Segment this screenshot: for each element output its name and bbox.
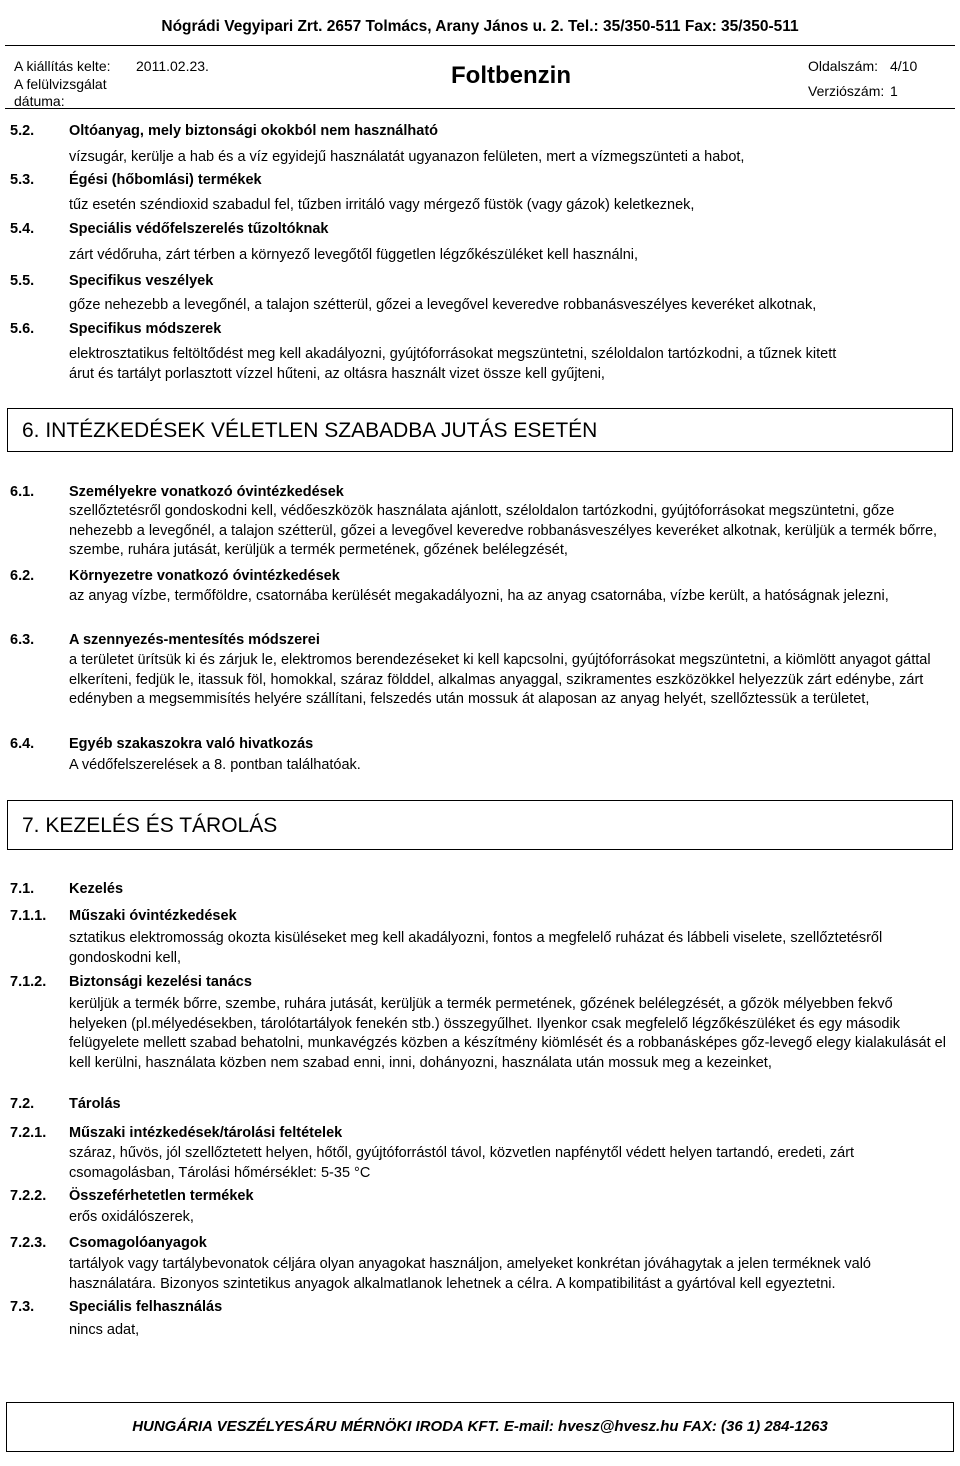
section-text: sztatikus elektromosság okozta kisüléseket meg kell akadályozni, fontos a megfelelő ruházat és lábbeli viselete, szellőztetésről gondoskodni kell, (69, 930, 883, 966)
section-heading: Személyekre vonatkozó óvintézkedések (69, 484, 344, 500)
footer-box (6, 1402, 954, 1452)
section-text: kerüljük a termék bőrre, szembe, ruhára jutását, kerüljük a termék permetének, gőzének belélegzését, a gőzök mélyebben fekvő helyeken (pl.mélyedésekben, tárolótartályok fenekén stb.) összegyűlhet. Ilyenkor csak megfelelő légzőkészüléket és egy második felügyelete mellett szabad behatolni, munkavégzés közben a készítmény kiömlését és a robbanásképes gőz-levegő elegy kialakulását el kell kerülni, használata közben nem szabad enni, inni, dohányozni, használata után mossuk meg a kezeinket, (69, 996, 946, 1071)
footer-contact: HUNGÁRIA VESZÉLYESÁRU MÉRNÖKI IRODA KFT. E-mail: hvesz@hvesz.hu FAX: (36 1) 284-1263 (132, 1418, 828, 1435)
section-heading: Égési (hőbomlási) termékek (69, 172, 262, 188)
section-number: 6.3. (10, 632, 35, 648)
section-number: 5.6. (10, 321, 35, 337)
page-number-label: Oldalszám: (808, 58, 879, 74)
section-number: 7.1.1. (10, 908, 47, 924)
issue-date-value: 2011.02.23. (136, 58, 209, 74)
section-text: száraz, hűvös, jól szellőztetett helyen, hőtől, gyújtóforrástól távol, közvetlen napfénytől védett helyen tartandó, eredeti, zárt csomagolásban, Tárolási hőmérséklet: 5-35 °C (69, 1145, 855, 1181)
section-text: tűz esetén széndioxid szabadul fel, tűzben irritáló vagy mérgező füstök (vagy gázok) keletkeznek, (69, 197, 695, 213)
section-6-title: 6. INTÉZKEDÉSEK VÉLETLEN SZABADBA JUTÁS ESETÉN (22, 419, 598, 442)
section-number: 5.3. (10, 172, 35, 188)
section-heading: Specifikus veszélyek (69, 273, 214, 289)
section-number: 7.1. (10, 881, 35, 897)
section-text: az anyag vízbe, termőföldre, csatornába kerülését megakadályozni, ha az anyag csatornába, vízbe került, a hatóságnak jelezni, (69, 588, 889, 604)
section-heading: Összeférhetetlen termékek (69, 1188, 254, 1204)
section-6-title-box (7, 408, 953, 452)
version-label: Verziószám: (808, 83, 885, 99)
section-text: árut és tartályt porlasztott vízzel hűteni, az oltásra használt vizet össze kell gyűjteni, (69, 366, 605, 382)
section-7-title-box (7, 800, 953, 850)
section-text: A védőfelszerelések a 8. pontban találhatóak. (69, 757, 361, 773)
section-number: 7.2. (10, 1096, 35, 1112)
section-number: 7.2.1. (10, 1125, 47, 1141)
section-text: a területet ürítsük ki és zárjuk le, elektromos berendezéseket ki kell kapcsolni, gyújtóforrásokat megszüntetni, a kiömlött anyagot gáttal elkeríteni, fedjük le, itassuk föl, homokkal, száraz földdel, alkalmas anyaggal, szikramentes eszközökkel helyezzük zárt edénybe, zárt edényben a megsemmisítés helyére szállítani, felszedés után mossuk át alaposan az anyag helyét, szellőztessük a területet, (69, 652, 931, 707)
page-number-value: 4/10 (890, 58, 918, 74)
header-bottom-rule (5, 108, 955, 109)
section-heading: A szennyezés-mentesítés módszerei (69, 632, 320, 648)
section-heading: Specifikus módszerek (69, 321, 222, 337)
section-heading: Műszaki óvintézkedések (69, 908, 237, 924)
section-heading: Műszaki intézkedések/tárolási feltételek (69, 1125, 343, 1141)
section-number: 5.4. (10, 221, 35, 237)
section-number: 5.5. (10, 273, 35, 289)
section-text: erős oxidálószerek, (69, 1209, 194, 1225)
section-number: 7.1.2. (10, 974, 47, 990)
section-7-title: 7. KEZELÉS ÉS TÁROLÁS (22, 814, 278, 837)
section-heading: Csomagolóanyagok (69, 1235, 207, 1251)
section-number: 6.1. (10, 484, 35, 500)
section-number: 7.2.3. (10, 1235, 47, 1251)
section-text: elektrosztatikus feltöltődést meg kell akadályozni, gyújtóforrásokat megszüntetni, széloldalon tartózkodni, a tűznek kitett (69, 346, 837, 362)
section-heading: Tárolás (69, 1096, 121, 1112)
section-number: 7.3. (10, 1299, 35, 1315)
section-text: nincs adat, (69, 1322, 140, 1338)
section-heading: Egyéb szakaszokra való hivatkozás (69, 736, 314, 752)
review-date-label-1: A felülvizsgálat (14, 76, 107, 92)
section-text: gőze nehezebb a levegőnél, a talajon szétterül, gőzei a levegővel keveredve robbanásveszélyes keveréket alkotnak, (69, 297, 817, 313)
section-heading: Speciális felhasználás (69, 1299, 223, 1315)
section-text: vízsugár, kerülje a hab és a víz egyidejű használatát ugyanazon felületen, mert a vízmegszünteti a habot, (69, 149, 745, 165)
section-heading: Oltóanyag, mely biztonsági okokból nem használható (69, 123, 439, 139)
section-number: 6.2. (10, 568, 35, 584)
issue-date-label: A kiállítás kelte: (14, 58, 111, 74)
section-text: zárt védőruha, zárt térben a környező levegőtől független légzőkészüléket kell használni, (69, 247, 639, 263)
section-text: tartályok vagy tartálybevonatok céljára olyan anyagokat használjon, amelyeket konkrétan jóváhagytak a jelen terméknek való használatára. Bizonyos szintetikus anyagok alkalmatlanok lehetnek a célra. A kompatibilitást a gyártóval kell egyeztetni. (69, 1256, 871, 1292)
section-heading: Biztonsági kezelési tanács (69, 974, 252, 990)
company-line: Nógrádi Vegyipari Zrt. 2657 Tolmács, Arany János u. 2. Tel.: 35/350-511 Fax: 35/350-511 (161, 18, 799, 35)
review-date-label-2: dátuma: (14, 93, 65, 109)
header-top-rule (5, 45, 955, 46)
section-heading: Kezelés (69, 881, 124, 897)
product-title: Foltbenzin (451, 62, 571, 89)
section-number: 5.2. (10, 123, 35, 139)
section-heading: Környezetre vonatkozó óvintézkedések (69, 568, 340, 584)
section-heading: Speciális védőfelszerelés tűzoltóknak (69, 221, 329, 237)
section-text: szellőztetésről gondoskodni kell, védőeszközök használata ajánlott, széloldalon tartózkodni, gyújtóforrásokat megszüntetni, gőze nehezebb a levegőnél, a talajon szétterül, gőzei a levegővel keveredve robbanásveszélyes keveréket alkotnak, kerüljük a termék bőrre, szembe, ruhára jutását, kerüljük a termék permetének, gőzének belélegzését, (69, 503, 938, 558)
section-number: 6.4. (10, 736, 35, 752)
section-number: 7.2.2. (10, 1188, 47, 1204)
version-value: 1 (890, 83, 898, 99)
